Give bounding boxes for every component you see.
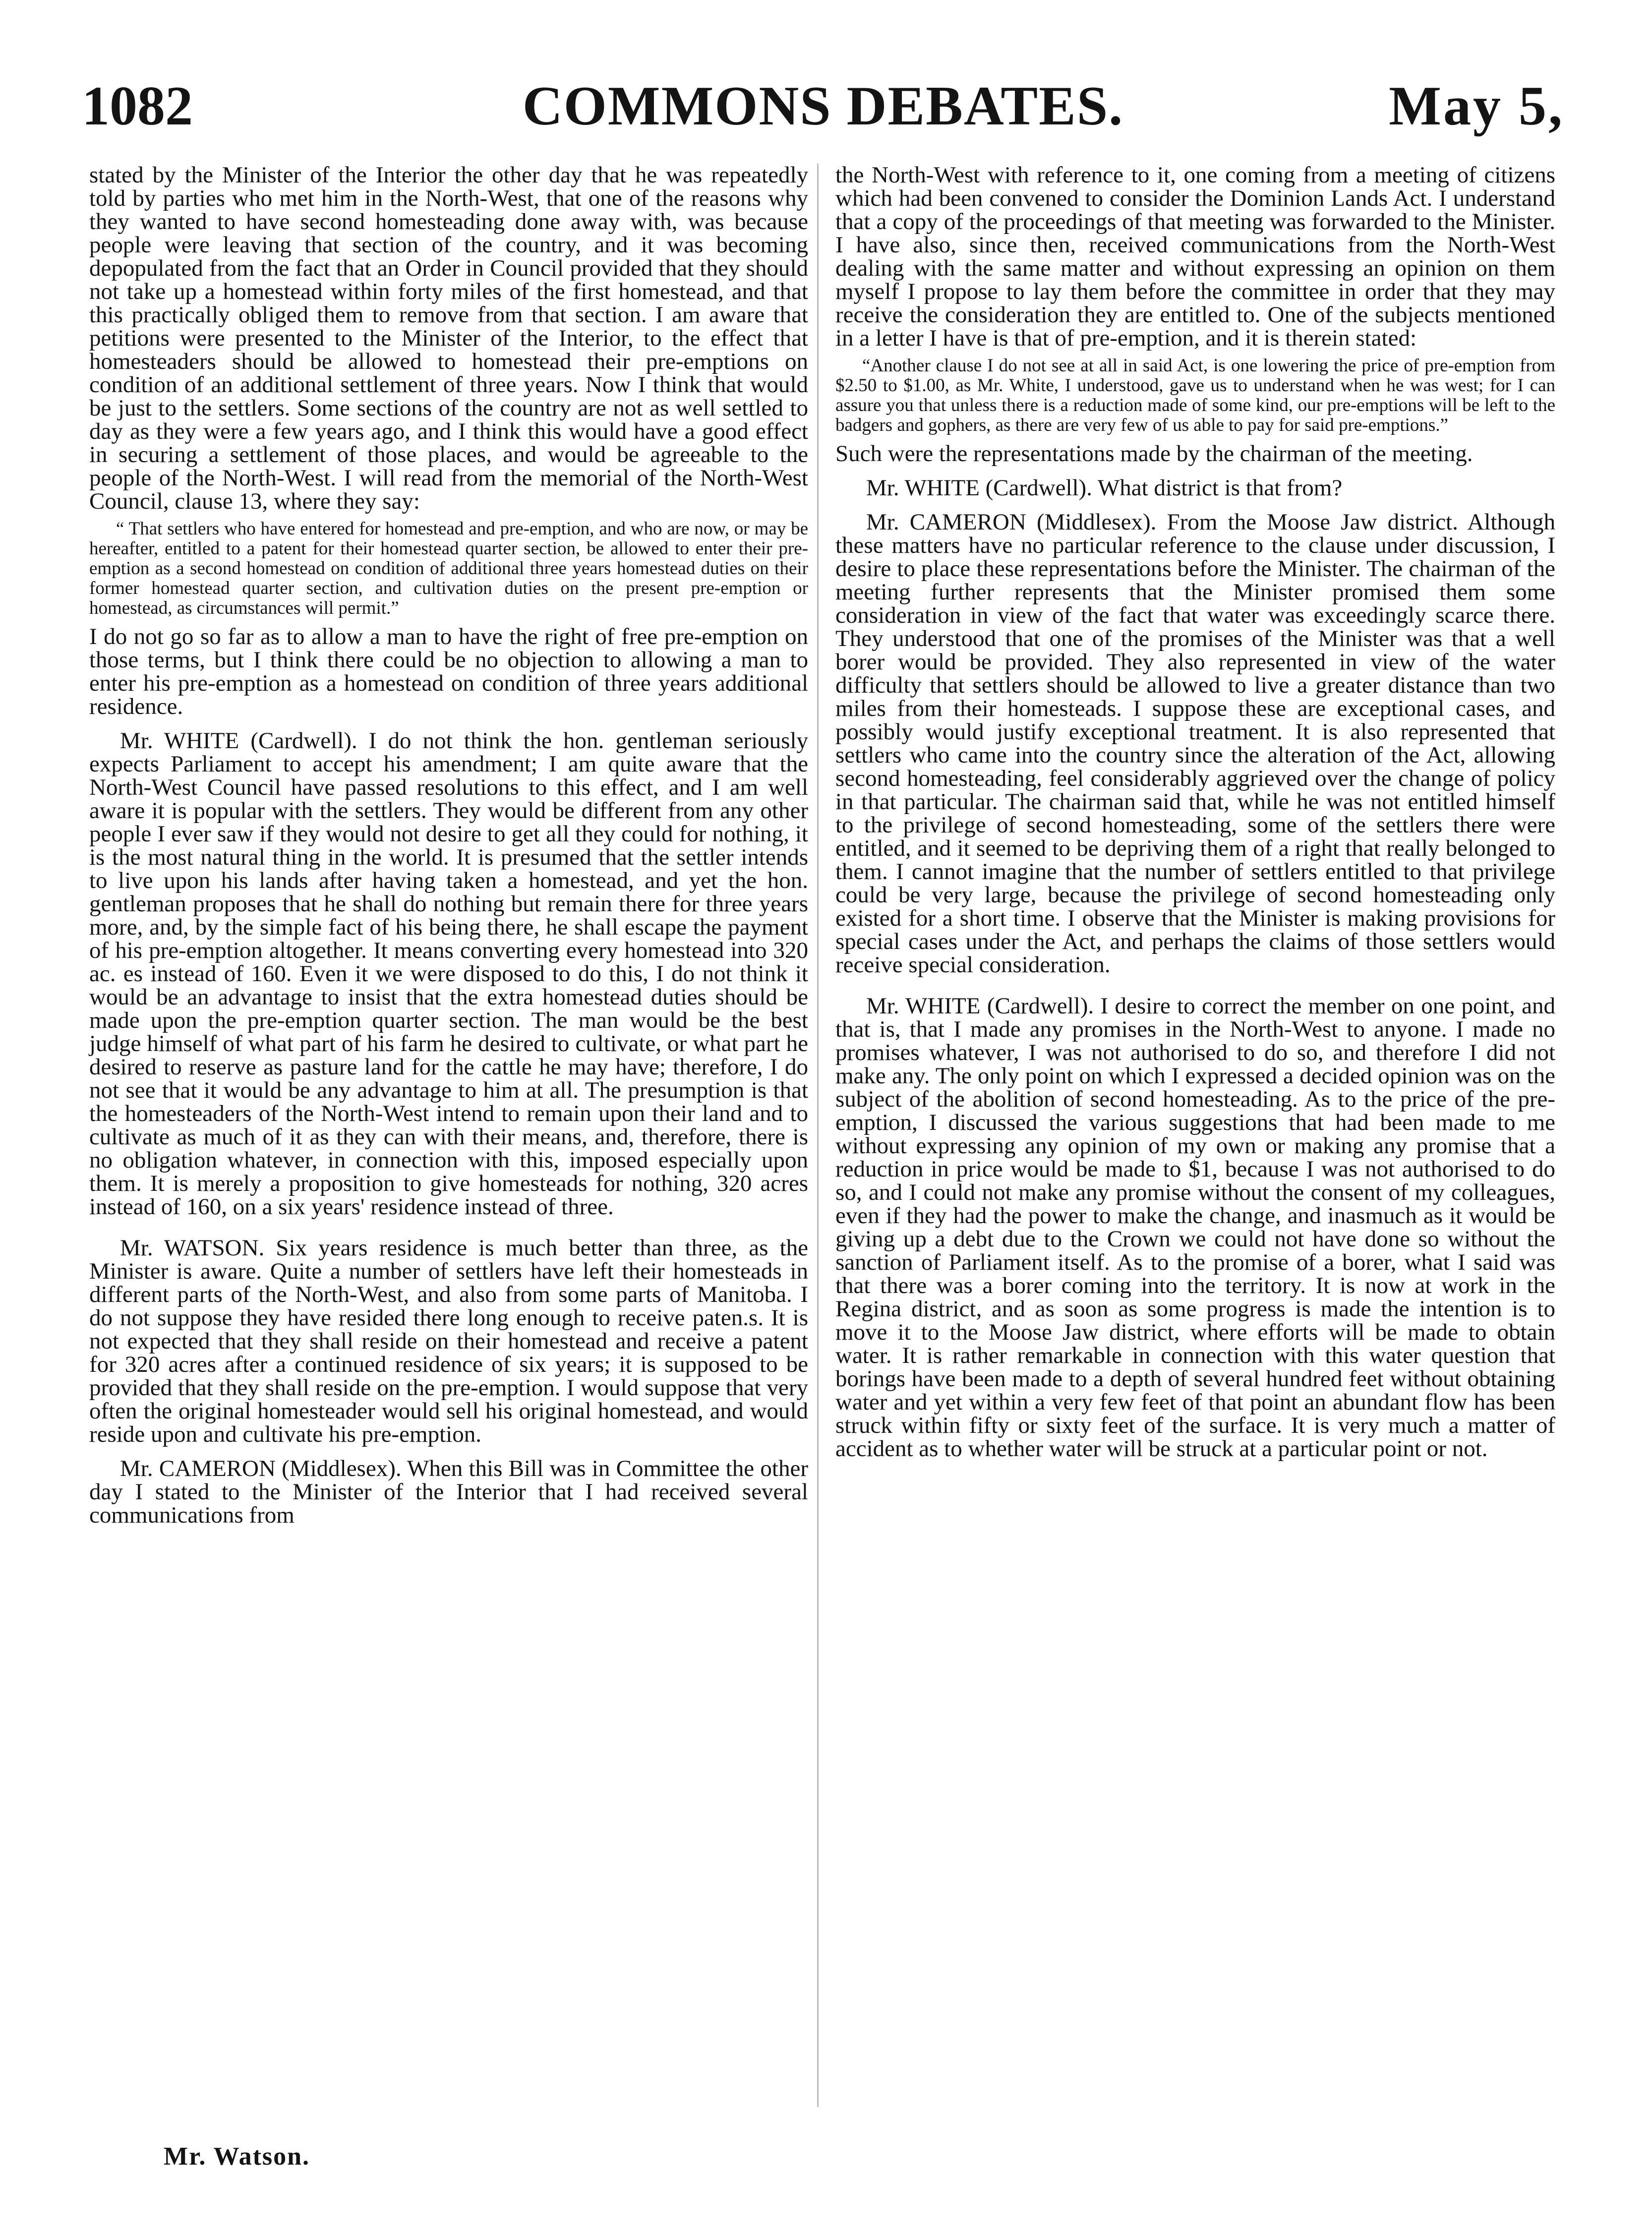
speech-white: Mr. WHITE (Cardwell). I desire to correct the member on one point, and that is, that I made any promises in the North-West to anyone. I made no promises whatever, I was not authorised to do so, and therefore I did not make any. The only point on which I expressed a decided opinion was on the subject of the abolition of second homesteading. As to the price of the pre-emption, I discussed the various suggestions that had been made to me without expressing any opinion of my own or making any promise that a reduction in price would be made to $1, because I was not authorised to do so, and I could not make any promise without the consent of my colleagues, even if they had the power to make the change, and inasmuch as it would be giving up a debt due to the Crown we could not have done so without the sanction of Parliament itself. As to the promise of a borer, what I said was that there was a borer coming into the territory. It is now at work in the Regina district, and as soon as some progress is made the intention is to move it to the Moose Jaw district, where efforts will be made to obtain water. It is rather remarkable in connection with this water question that borings have been made to a depth of several hundred feet without obtaining water and yet within a very few feet of that point an abundant flow has been struck within fifty or sixty feet of the surface. It is very much a matter of accident as to whether water will be struck at a particular point or not. <box>835 993 1555 1462</box>
paragraph: I do not go so far as to allow a man to have the right of free pre-emption on those terms, but I think there could be no objection to allowing a man to enter his pre-emption as a homestead on condition of three years additional residence. <box>89 624 808 719</box>
speech-watson: Mr. WATSON. Six years residence is much better than three, as the Minister is aware. Quite a number of settlers have left their homesteads in different parts of the North-West, and also from some parts of Manitoba. I do not suppose they have resided there long enough to receive paten.s. It is not expected that they shall reside on their homestead and receive a patent for 320 acres after a continued residence of six years; it is supposed to be provided that they shall reside on the pre-emption. I would suppose that very often the original homesteader would sell his original homestead, and would reside upon and cultivate his pre-emption. <box>89 1235 808 1447</box>
page-number: 1082 <box>82 75 193 137</box>
paragraph: Such were the representations made by the chairman of the meeting. <box>835 441 1473 467</box>
page-date: May 5, <box>1389 75 1564 137</box>
paragraph: the North-West with reference to it, one coming from a meeting of citizens which had been convened to consider the Dominion Lands Act. I understand that a copy of the proceedings of that meeting was forwarded to the Minister. I have also, since then, received communications from the North-West dealing with the same matter and without expressing an opinion on them myself I propose to lay them before the committee in order that they may receive the consideration they are entitled to. One of the subjects mentioned in a letter I have is that of pre-emption, and it is therein stated: <box>835 162 1555 351</box>
column-divider <box>817 164 819 2107</box>
speech-cameron: Mr. CAMERON (Middlesex). When this Bill was in Committee the other day I stated to the Minister of the Interior that I had received several communications from <box>89 1456 808 1528</box>
catchword: Mr. Watson. <box>164 2142 310 2171</box>
page-header <box>82 74 1564 149</box>
right-column <box>835 164 1555 1461</box>
quotation: “ That settlers who have entered for homestead and pre-emption, and who are now, or may be hereafter, entitled to a patent for their homestead quarter section, be allowed to enter their pre-emption as a second homestead on condition of additional three years homestead duties on their former homestead quarter section, and cultivation duties on the present pre-emption or homestead, as circumstances will permit.” <box>89 519 808 618</box>
left-column <box>89 164 808 1527</box>
paragraph: stated by the Minister of the Interior the other day that he was repeatedly told by parties who met him in the North-West, that one of the reasons why they wanted to have second homesteading done away with, was because people were leaving that section of the country, and it was becoming depopulated from the fact that an Order in Council provided that they should not take up a homestead within forty miles of the first homestead, and that this practically obliged them to remove from that section. I am aware that petitions were presented to the Minister of the Interior, to the effect that homesteaders should be allowed to homestead their pre-emptions on condition of an additional settlement of three years. Now I think that would be just to the settlers. Some sections of the country are not as well settled to day as they were a few years ago, and I think this would have a good effect in securing a settlement of those places, and would be agreeable to the people of the North-West. I will read from the memorial of the North-West Council, clause 13, where they say: <box>89 162 808 514</box>
publication-title: COMMONS DEBATES. <box>522 75 1124 137</box>
speech-white: Mr. WHITE (Cardwell). I do not think the hon. gentleman seriously expects Parliament to accept his amendment; I am quite aware that the North-West Council have passed resolutions to this effect, and I am well aware it is popular with the settlers. They would be different from any other people I ever saw if they would not desire to get all they could for nothing, it is the most natural thing in the world. It is presumed that the settler intends to live upon his lands after having taken a homestead, and yet the hon. gentleman proposes that he shall do nothing but remain there for three years more, and, by the simple fact of his being there, he shall escape the payment of his pre-emption altogether. It means converting every homestead into 320 ac. es instead of 160. Even it we were disposed to do this, I do not think it would be an advantage to insist that the extra homestead duties should be made upon the pre-emption quarter section. The man would be the best judge himself of what part of his farm he desired to cultivate, or what part he desired to reserve as pasture land for the cattle he may have; therefore, I do not see that it would be any advantage to him at all. The presumption is that the homesteaders of the North-West intend to remain upon their land and to cultivate as much of it as they can with their means, and, therefore, there is no obligation whatever, in connection with this, imposed especially upon them. It is merely a proposition to give homesteads for nothing, 320 acres instead of 160, on a six years' residence instead of three. <box>89 728 808 1220</box>
speech-white: Mr. WHITE (Cardwell). What district is that from? <box>866 475 1343 501</box>
speech-cameron: Mr. CAMERON (Middlesex). From the Moose Jaw district. Although these matters have no particular reference to the clause under discussion, I desire to place these representations before the Minister. The chairman of the meeting further represents that the Minister promised them some consideration in view of the fact that water was exceedingly scarce there. They understood that one of the promises of the Minister was that a well borer would be provided. They also represented in view of the water difficulty that settlers should be allowed to live a greater distance than two miles from their homesteads. I suppose these are exceptional cases, and possibly would justify exceptional treatment. It is also represented that settlers who came into the country since the alteration of the Act, allowing second homesteading, feel considerably aggrieved over the change of policy in that particular. The chairman said that, while he was not entitled himself to the privilege of second homesteading, some of the settlers there were entitled, and it seemed to be depriving them of a right that really belonged to them. I cannot imagine that the number of settlers entitled to that privilege could be very large, because the privilege of second homesteading only existed for a short time. I observe that the Minister is making provisions for special cases under the Act, and perhaps the claims of those settlers would receive special consideration. <box>835 509 1555 978</box>
quotation: “Another clause I do not see at all in said Act, is one lowering the price of pre-emption from $2.50 to $1.00, as Mr. White, I understood, gave us to understand when he was west; for I can assure you that unless there is a reduction made of some kind, our pre-emptions will be left to the badgers and gophers, as there are very few of us able to pay for said pre-emptions.” <box>835 355 1555 435</box>
